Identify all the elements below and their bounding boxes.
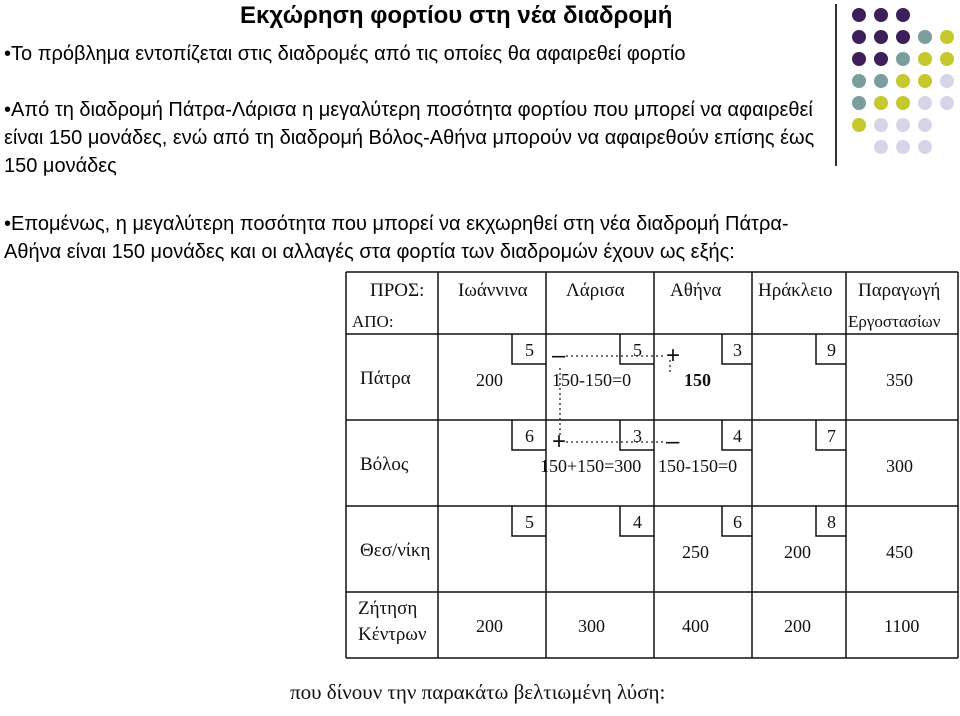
bullet-max-removal: •Από τη διαδρομή Πάτρα-Λάρισα η μεγαλύτερη ποσότητα φορτίου που μπορεί να αφαιρεθεί είναι 150 μονάδες, ενώ από τη διαδρομή Βόλος-Αθήνα μπορούν να αφαιρεθούν επίσης έως 150 μονάδες <box>4 99 815 177</box>
decor-dot <box>940 74 954 88</box>
col-header-athina: Αθήνα <box>670 280 722 301</box>
demand-label-sub: Κέντρων <box>358 624 427 645</box>
slide-title: Εκχώρηση φορτίου στη νέα διαδρομή <box>240 2 673 29</box>
decor-dot <box>874 118 888 132</box>
alloc-cell: 150+150=300 <box>540 456 642 476</box>
decor-dot <box>852 52 866 66</box>
decor-dot <box>940 30 954 44</box>
header-from-label: ΑΠΟ: <box>352 312 394 331</box>
cost-cell: 6 <box>525 426 534 446</box>
col-header-supply: Παραγωγή <box>858 280 941 301</box>
demand-total-cell: 1100 <box>884 616 920 636</box>
decor-dot <box>896 52 910 66</box>
decor-dot <box>896 30 910 44</box>
minus-sign: – <box>666 428 680 455</box>
decor-dot <box>852 74 866 88</box>
decor-dot <box>852 118 866 132</box>
transportation-table-scan <box>290 268 960 716</box>
decor-dot <box>896 96 910 110</box>
decor-dot <box>918 30 932 44</box>
decor-dot <box>896 140 910 154</box>
supply-cell: 450 <box>886 542 913 562</box>
cost-cell: 4 <box>633 512 642 532</box>
plus-sign: + <box>666 342 681 369</box>
row-label-patra: Πάτρα <box>360 368 411 389</box>
cost-cell: 6 <box>733 512 742 532</box>
alloc-cell: 150-150=0 <box>658 456 738 476</box>
bullet-reassignment: •Επομένως, η μεγαλύτερη ποσότητα που μπορεί να εκχωρηθεί στη νέα διαδρομή Πάτρα-Αθήνα είναι 150 μονάδες και οι αλλαγές στα φορτία των διαδρομών έχουν ως εξής: <box>4 213 789 263</box>
decor-dot <box>874 30 888 44</box>
col-header-supply-sub: Εργοστασίων <box>848 312 941 331</box>
supply-cell: 300 <box>886 456 913 476</box>
decor-dot <box>874 8 888 22</box>
decor-dot <box>852 30 866 44</box>
decor-dot <box>896 74 910 88</box>
cost-cell: 8 <box>827 512 836 532</box>
cost-cell: 3 <box>733 340 742 360</box>
row-label-thessaloniki: Θεσ/νίκη <box>360 540 431 561</box>
demand-cell: 400 <box>682 616 709 636</box>
decor-dot <box>852 96 866 110</box>
demand-cell: 300 <box>578 616 605 636</box>
row-label-volos: Βόλος <box>360 454 409 475</box>
decor-dot <box>918 52 932 66</box>
decor-dot <box>874 96 888 110</box>
cost-cell: 5 <box>525 512 534 532</box>
demand-cell: 200 <box>784 616 811 636</box>
footer-caption: που δίνουν την παρακάτω βελτιωμένη λύση: <box>290 680 666 704</box>
demand-label: Ζήτηση <box>358 598 418 619</box>
col-header-ioannina: Ιωάννινα <box>458 280 528 301</box>
decor-dot <box>918 140 932 154</box>
decor-dot <box>896 118 910 132</box>
decor-dot <box>918 118 932 132</box>
alloc-cell: 200 <box>476 370 503 390</box>
col-header-irakleio: Ηράκλειο <box>758 280 833 301</box>
decor-dot <box>874 52 888 66</box>
bullet-problem: •Το πρόβλημα εντοπίζεται στις διαδρομές από τις οποίες θα αφαιρεθεί φορτίο <box>4 43 686 65</box>
cost-cell: 5 <box>525 340 534 360</box>
header-to-label: ΠΡΟΣ: <box>370 280 425 301</box>
cost-cell: 7 <box>827 426 836 446</box>
plus-sign: + <box>552 428 567 455</box>
decor-divider <box>835 4 837 166</box>
cost-cell: 3 <box>633 426 642 446</box>
cost-cell: 4 <box>733 426 742 446</box>
alloc-cell: 250 <box>682 542 709 562</box>
cost-cell: 5 <box>633 340 642 360</box>
alloc-cell: 200 <box>784 542 811 562</box>
minus-sign: – <box>552 342 566 369</box>
alloc-cell: 150-150=0 <box>552 370 632 390</box>
supply-cell: 350 <box>886 370 913 390</box>
decor-dot <box>918 74 932 88</box>
decor-dot <box>940 96 954 110</box>
decor-dot <box>874 140 888 154</box>
decor-dot <box>896 8 910 22</box>
decor-dot <box>852 8 866 22</box>
cost-cell: 9 <box>827 340 836 360</box>
decor-dot <box>918 96 932 110</box>
demand-cell: 200 <box>476 616 503 636</box>
col-header-larisa: Λάρισα <box>566 280 625 301</box>
decor-dot <box>874 74 888 88</box>
alloc-cell-new-route: 150 <box>684 370 711 390</box>
decor-dot <box>940 52 954 66</box>
